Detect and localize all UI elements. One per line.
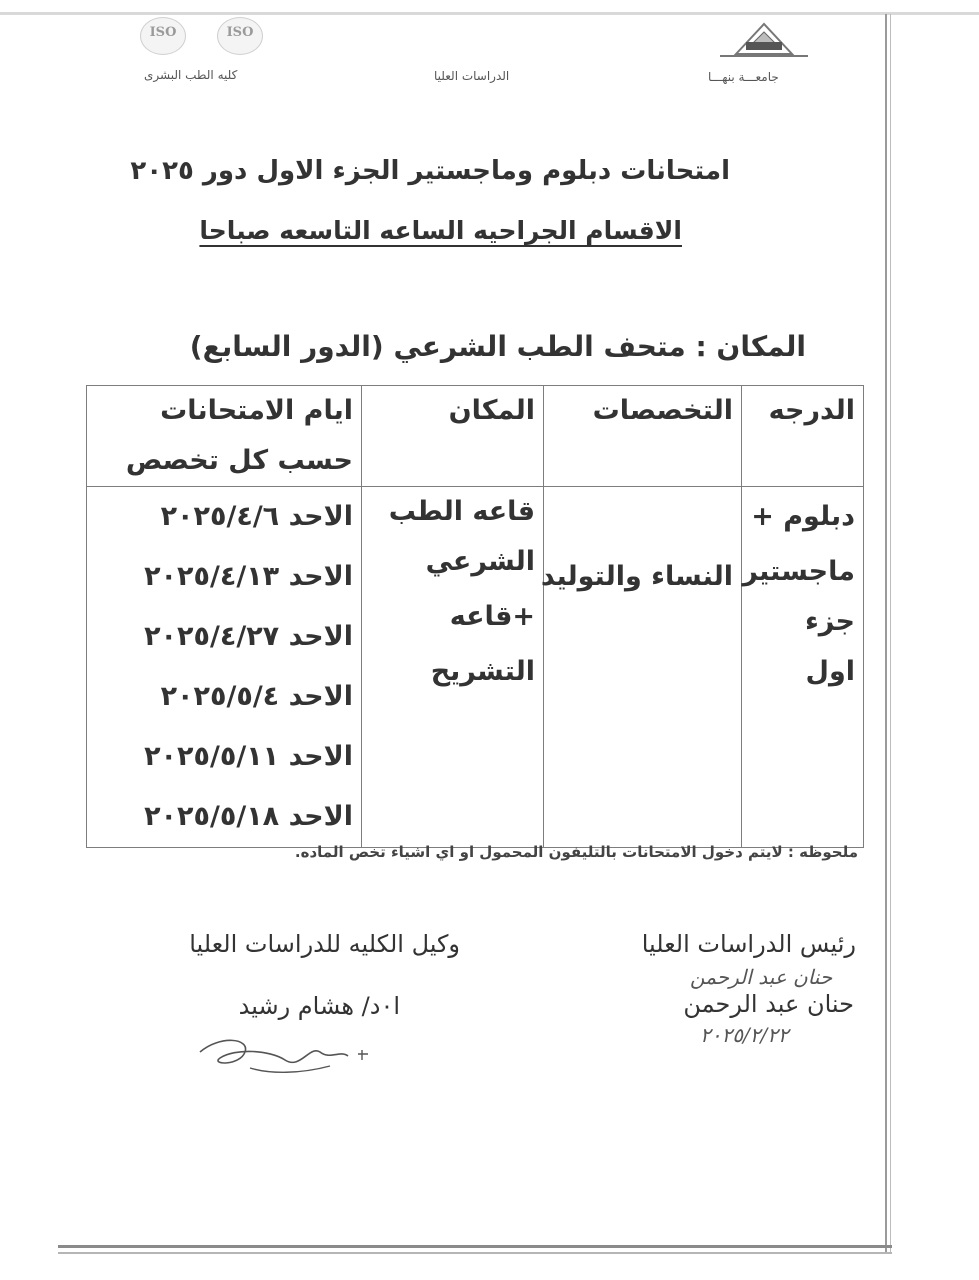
signature-scribble-icon (190, 1030, 380, 1080)
exam-subtitle: الاقسام الجراحيه الساعه التاسعه صباحا (199, 216, 682, 245)
exam-note: ملحوظه : لايتم دخول الامتحانات بالتليفون المحمول او اي اشياء تخص الماده. (294, 843, 858, 861)
department-name: الدراسات العليا (434, 69, 510, 83)
university-name: جامعـــة بنهـــا (708, 70, 779, 84)
right-border-inner (890, 14, 891, 1254)
signatory-name-left: ا٠د/ هشام رشيد (238, 992, 400, 1020)
header-specialty: التخصصات (544, 386, 742, 487)
header-degree: الدرجه (742, 386, 864, 487)
signatory-title-right: رئيس الدراسات العليا (641, 930, 856, 958)
right-border (885, 14, 887, 1254)
venue-cell: قاعه الطب الشرعي +قاعه التشريح (362, 487, 544, 848)
university-logo-icon (716, 18, 812, 60)
exam-schedule-table (86, 385, 864, 848)
handwritten-signature-right: حنان عبد الرحمن (690, 965, 833, 989)
handwritten-date: ٢٠٢٥/٢/٢٢ (700, 1023, 789, 1047)
college-name: كليه الطب البشرى (144, 68, 238, 82)
top-border (0, 12, 979, 15)
iso-badge-icon: ISO (140, 17, 186, 55)
signatory-name-right: حنان عبد الرحمن (683, 990, 854, 1018)
exam-title: امتحانات دبلوم وماجستير الجزء الاول دور ٢٠٢٥ (130, 156, 730, 186)
table-row (87, 487, 864, 848)
exam-location: المكان : متحف الطب الشرعي (الدور السابع) (189, 330, 806, 363)
bottom-border-inner (58, 1252, 892, 1254)
specialty-cell: النساء والتوليد (544, 487, 742, 848)
table-header-row (87, 386, 864, 487)
dates-cell: الاحد ٢٠٢٥/٤/٦ الاحد ٢٠٢٥/٤/١٣ الاحد ٢٠٢٥/٤/٢٧ الاحد ٢٠٢٥/٥/٤ الاحد ٢٠٢٥/٥/١١ الاحد ٢٠٢٥/٥/١٨ (87, 487, 362, 848)
iso-badge-icon: ISO (217, 17, 263, 55)
signatory-title-left: وكيل الكليه للدراسات العليا (189, 930, 460, 958)
degree-cell: دبلوم + ماجستير جزء اول (742, 487, 864, 848)
header-venue: المكان (362, 386, 544, 487)
bottom-border (58, 1245, 892, 1248)
header-exam-days: ايام الامتحانات حسب كل تخصص (87, 386, 362, 487)
